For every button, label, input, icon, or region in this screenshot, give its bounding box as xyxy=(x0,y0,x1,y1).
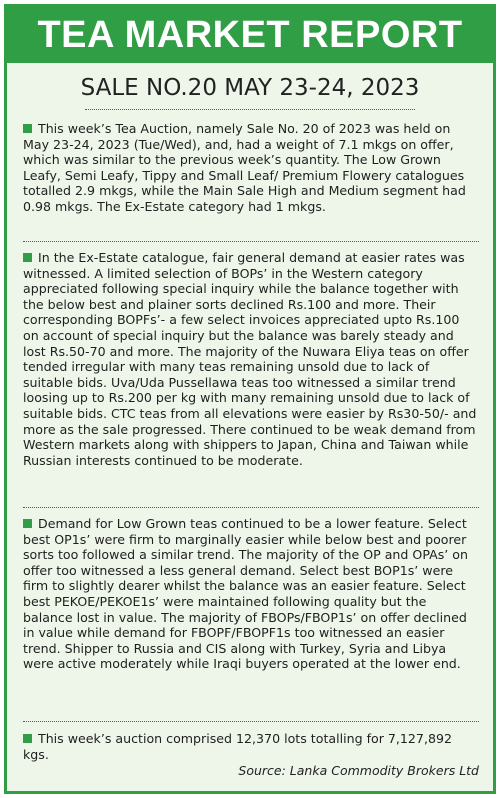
section-divider xyxy=(23,721,479,722)
square-bullet-icon xyxy=(23,519,32,528)
paragraph-sale-overview xyxy=(23,121,479,215)
paragraph-low-grown xyxy=(23,516,479,672)
paragraph-text: This week’s auction comprised 12,370 lots totalling for 7,127,892 kgs. xyxy=(23,731,452,762)
paragraph-text: In the Ex-Estate catalogue, fair general demand at easier rates was witnessed. A limited selection of BOPs’ in the Western category appreciated following special inquiry while the balance together with the below best and plainer sorts declined Rs.100 and more. Their corresponding BOPFs’- a few select invoices appreciated upto Rs.100 on account of special inquiry but the balance was barely steady and lost Rs.50-70 and more. The majority of the Nuwara Eliya teas on offer tended irregular with many teas remaining unsold due to lack of suitable bids. Uva/Uda Pussellawa teas too witnessed a similar trend loosing up to Rs.200 per kg with many remaining unsold due to lack of suitable bids. CTC teas from all elevations were easier by Rs30-50/- and more as the sale progressed. There continued to be weak demand from Western markets along with shippers to Japan, China and Taiwan while Russian interests continued to be moderate. xyxy=(23,250,477,468)
square-bullet-icon xyxy=(23,734,32,743)
section-divider xyxy=(23,507,479,508)
subtitle-divider xyxy=(85,109,415,110)
report-frame xyxy=(4,4,496,794)
report-title: TEA MARKET REPORT xyxy=(7,7,493,63)
source-credit: Source: Lanka Commodity Brokers Ltd xyxy=(238,763,479,778)
section-divider xyxy=(23,241,479,242)
square-bullet-icon xyxy=(23,124,32,133)
square-bullet-icon xyxy=(23,253,32,262)
paragraph-ex-estate xyxy=(23,250,479,468)
paragraph-text: This week’s Tea Auction, namely Sale No. 20 of 2023 was held on May 23-24, 2023 (Tue/Wed), and, had a weight of 7.1 mkgs on offer, which was similar to the previous week’s quantity. The Low Grown Leafy, Semi Leafy, Tippy and Small Leaf/ Premium Flowery catalogues totalled 2.9 mkgs, while the Main Sale High and Medium segment had 0.98 mkgs. The Ex-Estate category had 1 mkgs. xyxy=(23,121,466,214)
paragraph-auction-total xyxy=(23,731,479,762)
paragraph-text: Demand for Low Grown teas continued to be a lower feature. Select best OP1s’ were firm to marginally easier while below best and poorer sorts too followed a similar trend. The majority of the OP and OPAs’ on offer too witnessed a less general demand. Select best BOP1s’ were firm to slightly dearer whilst the balance was an easier feature. Select best PEKOE/PEKOE1s’ were maintained following quality but the balance lost in value. The majority of FBOPs/FBOP1s’ on offer declined in value while demand for FBOPF/FBOPF1s too witnessed an easier trend. Shipper to Russia and CIS along with Turkey, Syria and Libya were active moderately while Iraqi buyers operated at the lower end. xyxy=(23,516,468,672)
sale-subtitle: SALE NO.20 MAY 23-24, 2023 xyxy=(80,75,420,101)
